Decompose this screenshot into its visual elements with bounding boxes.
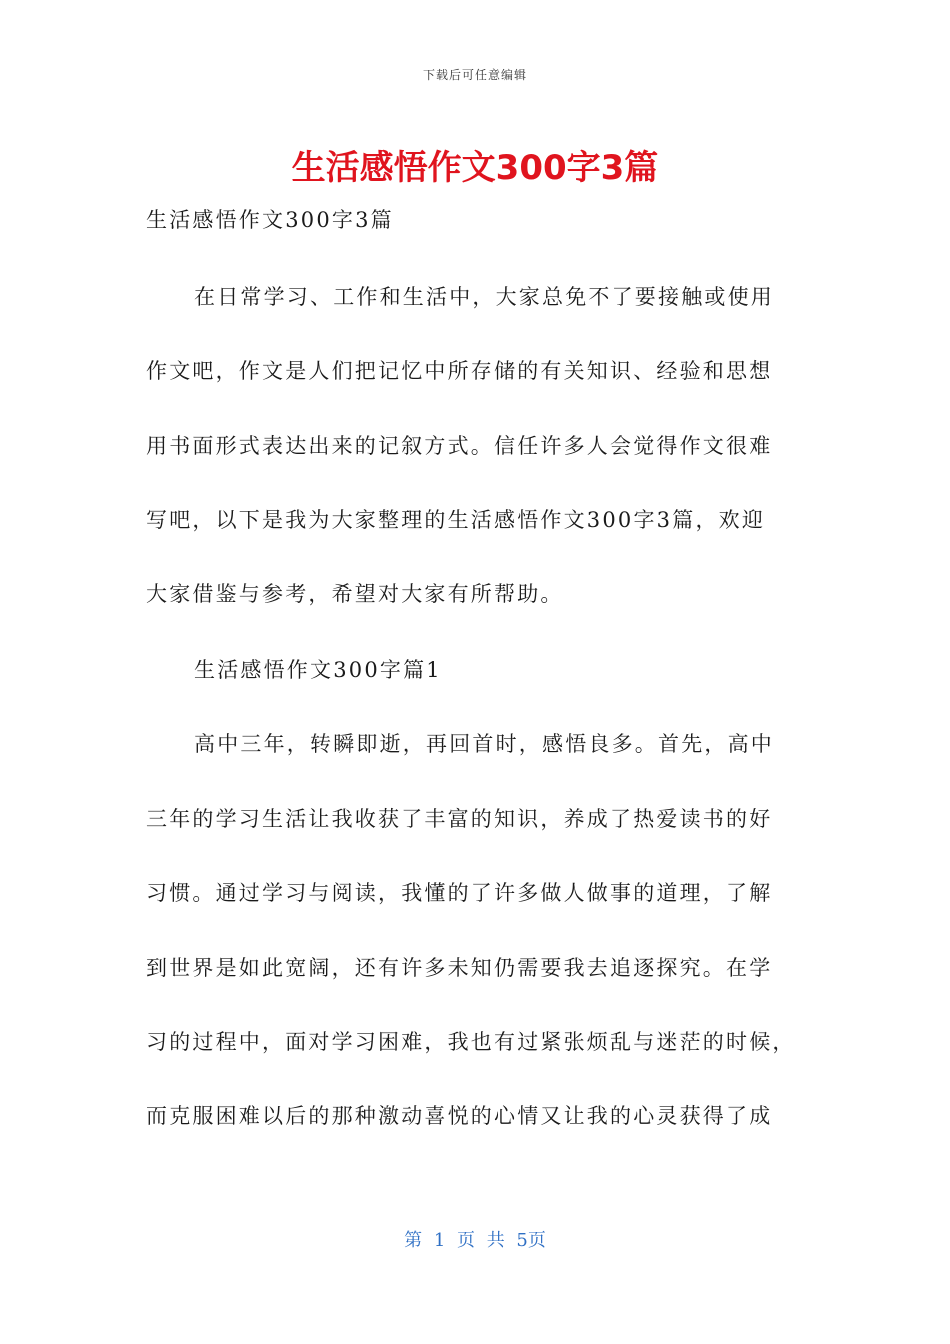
body-line: 高中三年，转瞬即逝，再回首时，感悟良多。首先，高中 [194,732,774,756]
body-line: 习惯。通过学习与阅读，我懂的了许多做人做事的道理，了解 [146,881,773,905]
body-line: 习的过程中，面对学习困难，我也有过紧张烦乱与迷茫的时候， [146,1030,796,1054]
document-title: 生活感悟作文300字3篇 [291,148,659,188]
document-subtitle: 生活感悟作文300字3篇 [146,208,394,232]
intro-line: 写吧，以下是我为大家整理的生活感悟作文300字3篇，欢迎 [146,508,766,532]
section-heading: 生活感悟作文300字篇1 [194,658,442,682]
download-note: 下载后可任意编辑 [422,68,527,82]
intro-line: 用书面形式表达出来的记叙方式。信任许多人会觉得作文很难 [146,434,773,458]
intro-line: 大家借鉴与参考，希望对大家有所帮助。 [146,582,564,606]
body-line: 到世界是如此宽阔，还有许多未知仍需要我去追逐探究。在学 [146,956,773,980]
intro-line: 作文吧，作文是人们把记忆中所存储的有关知识、经验和思想 [146,359,773,383]
page-number: 第 1 页 共 5页 [404,1230,546,1251]
body-line: 而克服困难以后的那种激动喜悦的心情又让我的心灵获得了成 [146,1104,773,1128]
intro-line: 在日常学习、工作和生活中，大家总免不了要接触或使用 [194,285,774,309]
body-line: 三年的学习生活让我收获了丰富的知识，养成了热爱读书的好 [146,807,773,831]
